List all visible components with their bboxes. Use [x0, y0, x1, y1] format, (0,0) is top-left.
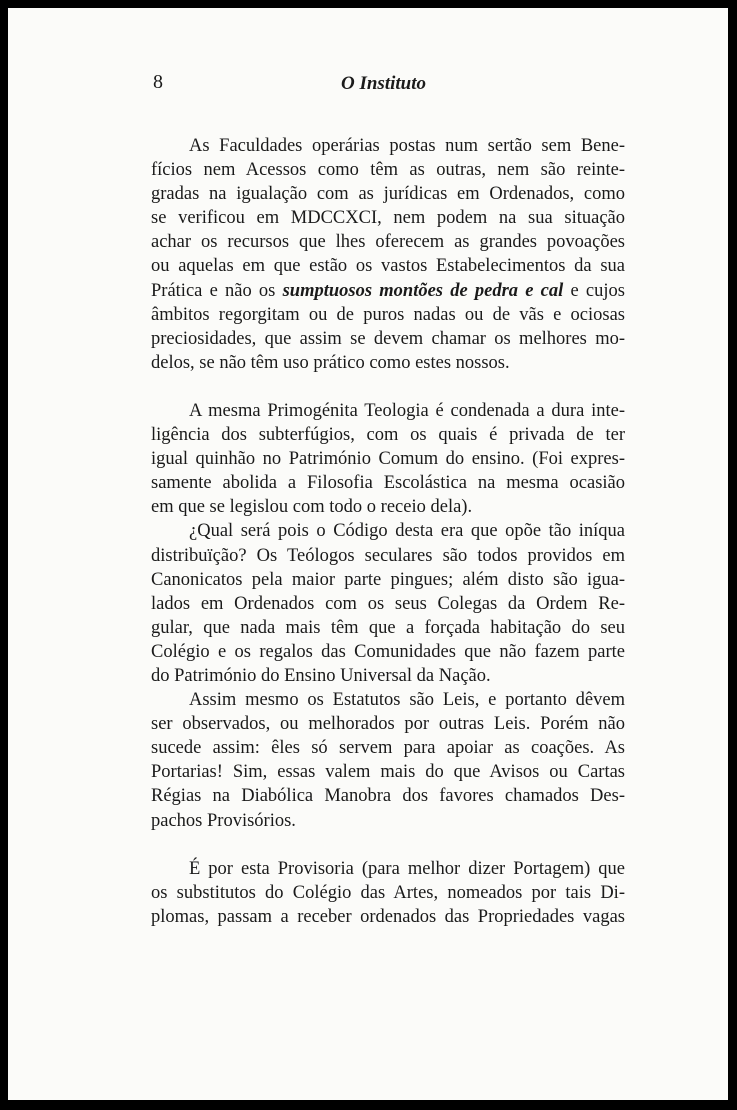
paragraph-3	[151, 519, 625, 688]
paragraph-4	[151, 688, 625, 833]
text-line: se verificou em MDCCXCI, nem podem na sua situação	[151, 208, 625, 229]
text-line-with-italic	[151, 279, 625, 303]
text-line: preciosidades, que assim se devem chamar os melhores mo-	[151, 328, 625, 349]
text-line: distribuïção? Os Teólogos seculares são todos providos em	[151, 545, 625, 566]
text-line: gradas na igualação com as jurídicas em Ordenados, como	[151, 184, 625, 205]
text-line: do Património do Ensino Universal da Nação.	[151, 665, 491, 686]
text-line: plomas, passam a receber ordenados das Propriedades vagas	[151, 906, 625, 927]
text-line: Régias na Diabólica Manobra dos favores chamados Des-	[151, 786, 625, 807]
text-line: sucede assim: êles só servem para apoiar as coações. As	[151, 738, 625, 759]
page-number: 8	[153, 71, 163, 93]
body-text	[151, 134, 625, 929]
text-line: Colégio e os regalos das Comunidades que não fazem parte	[151, 641, 625, 662]
text-line: samente abolida a Filosofia Escolástica na mesma ocasião	[151, 473, 625, 494]
paragraph-1	[151, 134, 625, 375]
italic-phrase: sumptuosos montões de pedra e cal	[282, 280, 564, 301]
text-line: ou aquelas em que estão os vastos Estabelecimentos da sua	[151, 256, 625, 277]
text-line: As Faculdades operárias postas num sertão sem Bene-	[189, 136, 625, 156]
text-line: lados em Ordenados com os seus Colegas da Ordem Re-	[151, 593, 625, 614]
paragraph-spacer	[151, 833, 625, 857]
text-line: achar os recursos que lhes oferecem as grandes povoações	[151, 232, 625, 253]
text-line: A mesma Primogénita Teologia é condenada a dura inte-	[189, 400, 625, 421]
text-line: ser observados, ou melhorados por outras Leis. Porém não	[151, 714, 625, 735]
text-line: Portarias! Sim, essas valem mais do que Avisos ou Cartas	[151, 762, 625, 783]
page-header	[8, 71, 728, 101]
text-line: ligência dos subterfúgios, com os quais é privada de ter	[151, 425, 625, 446]
text-line: delos, se não têm uso prático como estes nossos.	[151, 352, 510, 373]
running-title: O Instituto	[341, 73, 427, 94]
paragraph-spacer	[151, 375, 625, 399]
text-line: gular, que nada mais têm que a forçada habitação do seu	[151, 617, 625, 638]
text-line: âmbitos regorgitam ou de puros nadas ou de vãs e ociosas	[151, 304, 625, 325]
text-fragment: Prática e não os	[151, 280, 283, 301]
text-line: ¿Qual será pois o Código desta era que opõe tão iníqua	[189, 521, 625, 542]
text-line: os substitutos do Colégio das Artes, nomeados por tais Di-	[151, 882, 625, 903]
text-line: fícios nem Acessos como têm as outras, nem são reinte-	[151, 160, 625, 181]
text-line: Canonicatos pela maior parte pingues; além disto são igua-	[151, 569, 625, 590]
text-line: Assim mesmo os Estatutos são Leis, e portanto dêvem	[189, 690, 625, 711]
text-line: em que se legislou com todo o receio dela).	[151, 497, 473, 518]
paragraph-5	[151, 857, 625, 929]
text-fragment: e cujos	[563, 280, 625, 301]
text-line: É por esta Provisoria (para melhor dizer Portagem) que	[189, 858, 625, 879]
text-line: igual quinhão no Património Comum do ensino. (Foi expres-	[151, 449, 625, 470]
book-page	[8, 8, 728, 1100]
text-line: pachos Provisórios.	[151, 810, 296, 831]
paragraph-2	[151, 399, 625, 519]
